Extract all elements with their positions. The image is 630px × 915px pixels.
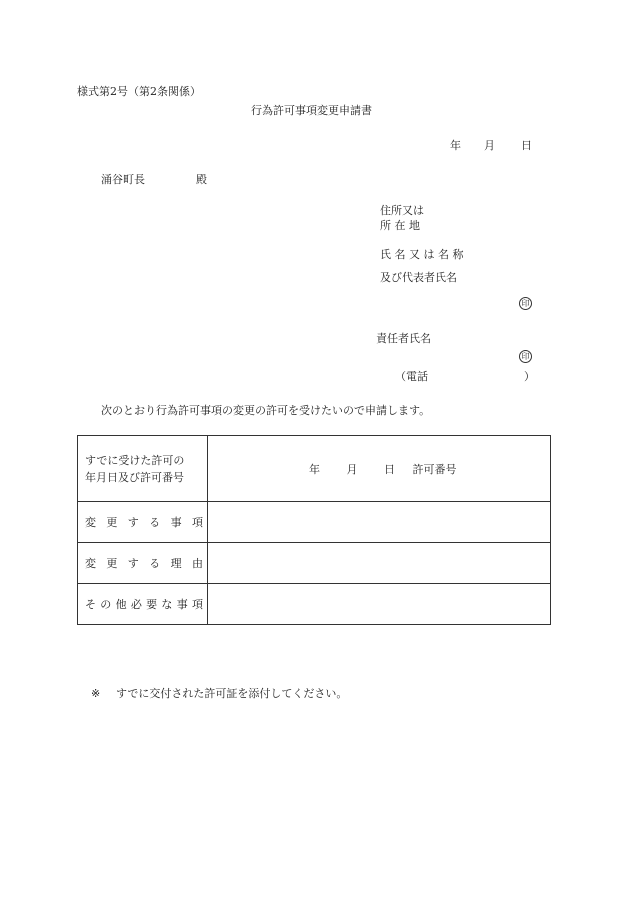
document-title: 行為許可事項変更申請書	[251, 104, 372, 117]
name-label-1: 氏 名 又 は 名 称	[380, 248, 464, 261]
prior-permit-label	[78, 436, 208, 502]
intro-text: 次のとおり行為許可事項の変更の許可を受けたいので申請します。	[101, 404, 431, 417]
address-label-1: 住所又は	[380, 204, 424, 217]
label-char: 項	[191, 516, 203, 529]
permit-month: 月	[346, 462, 358, 476]
seal-mark-1: 印	[519, 297, 532, 310]
label-char: そ	[85, 598, 96, 611]
other-items-value[interactable]	[208, 584, 551, 625]
form-id: 様式第2号（第2条関係）	[77, 85, 201, 98]
prior-permit-label-line2: 年月日及び許可番号	[85, 470, 184, 484]
permit-number-label: 許可番号	[412, 462, 457, 476]
change-item-label	[78, 502, 208, 543]
table-row	[78, 543, 551, 584]
change-reason-label	[78, 543, 208, 584]
table-row	[78, 502, 551, 543]
seal-mark-2: 印	[519, 350, 532, 363]
permit-day: 日	[384, 462, 395, 476]
label-char: 項	[191, 598, 203, 611]
label-char: な	[161, 598, 173, 611]
label-char: 更	[106, 516, 118, 529]
label-char: 変	[85, 516, 96, 529]
name-label-2: 及び代表者氏名	[380, 271, 457, 284]
date-month: 月	[484, 139, 495, 152]
address-label-2: 所 在 地	[380, 219, 420, 232]
date-day: 日	[521, 139, 532, 152]
permit-year: 年	[309, 462, 320, 476]
change-item-value[interactable]	[208, 502, 551, 543]
note-text: すでに交付された許可証を添付してください。	[116, 687, 348, 700]
phone-open: （電話	[395, 370, 428, 383]
label-char: 変	[85, 557, 96, 570]
label-char: 事	[170, 516, 182, 529]
label-char: 他	[115, 598, 127, 611]
label-char: の	[100, 598, 112, 611]
label-char: 必	[130, 598, 142, 611]
addressee-honorific: 殿	[196, 173, 207, 186]
change-reason-value[interactable]	[208, 543, 551, 584]
prior-permit-value[interactable]	[208, 436, 551, 502]
label-char: 由	[191, 557, 203, 570]
label-char: る	[149, 557, 161, 570]
table-row	[78, 584, 551, 625]
label-char: 更	[106, 557, 118, 570]
note-mark: ※	[91, 687, 101, 700]
other-items-label	[78, 584, 208, 625]
label-char: 理	[170, 557, 182, 570]
phone-close: ）	[524, 370, 535, 383]
prior-permit-label-line1: すでに受けた許可の	[85, 453, 185, 467]
addressee-name: 涌谷町長	[101, 173, 145, 186]
label-char: 要	[146, 598, 158, 611]
label-char: す	[127, 557, 139, 570]
manager-label: 責任者氏名	[376, 332, 431, 345]
date-year: 年	[450, 139, 461, 152]
label-char: る	[149, 516, 161, 529]
application-table	[77, 435, 551, 625]
label-char: す	[127, 516, 139, 529]
label-char: 事	[176, 598, 188, 611]
table-row	[78, 436, 551, 502]
